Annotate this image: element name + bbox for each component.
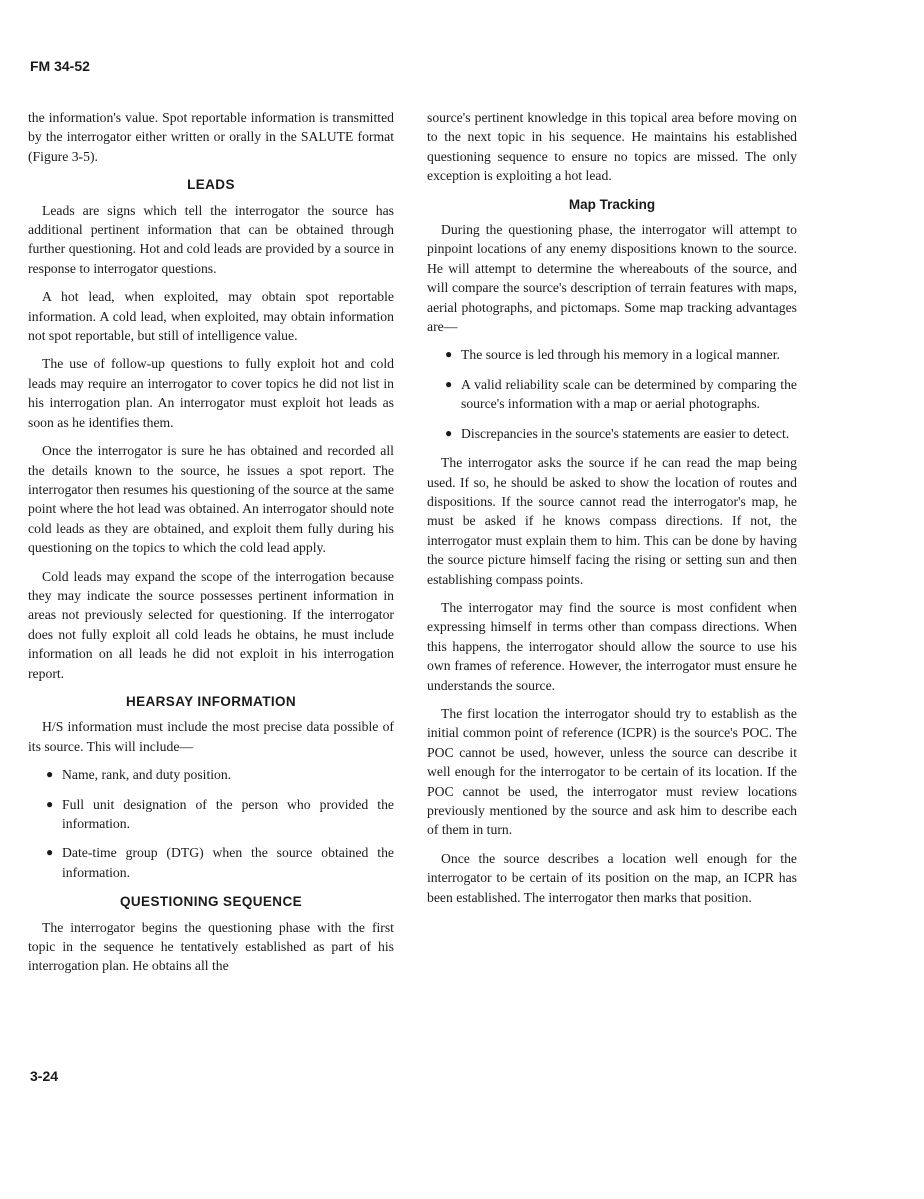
page-number: 3-24 (30, 1068, 59, 1084)
hearsay-list (28, 765, 394, 882)
bullet-icon: ● (46, 845, 54, 860)
paragraph: Cold leads may expand the scope of the interrogation because they may indicate the source possesses pertinent information in areas not previously selected for questioning. If the interrogator does not fully exploit all cold leads he obtains, he must include information on all leads he did not exploit in his interrogation report. (28, 568, 394, 681)
bullet-icon: ● (46, 796, 54, 811)
list-item: ● The source is led through his memory in a logical manner. (427, 345, 797, 364)
paragraph: the information's value. Spot reportable information is transmitted by the interrogator either written or orally in the SALUTE format (Figure 3-5). (28, 110, 394, 164)
bullet-icon: ● (445, 425, 453, 440)
bullet-icon: ● (445, 376, 453, 391)
leads-heading: LEADS (187, 177, 235, 193)
paragraph: The interrogator begins the questioning phase with the first topic in the sequence he tentatively established as part of his interrogation plan. He obtains all the (28, 919, 394, 974)
paragraph: A hot lead, when exploited, may obtain spot reportable information. A cold lead, when exploited, may obtain information not spot reportable, but still of intelligence value. (28, 289, 394, 344)
bullet-icon: ● (46, 767, 54, 782)
right-column (427, 108, 797, 916)
paragraph: The interrogator asks the source if he can read the map being used. If so, he should be asked to show the location of routes and dispositions. If the source cannot read the interrogator's map, he must be asked if he knows compass directions. If not, the interrogator must explain them to him. This can be done by having the source picture himself facing the rising or setting sun and then establishing compass points. (427, 455, 797, 587)
paragraph: The first location the interrogator should try to establish as the initial common point of reference (ICPR) is the source's POC. The POC cannot be used, however, unless the source can describe it well enough for the interrogator to be certain of its location. If the POC cannot be used, the interrogator must review locations previously mentioned by the source and ask him to describe each of them in turn. (427, 705, 797, 838)
paragraph: During the questioning phase, the interrogator will attempt to pinpoint locations of any enemy dispositions known to the source. He will attempt to determine the whereabouts of the source, and will compare the source's description of terrain features with maps, aerial photographs, and pictomaps. Some map tracking advantages are— (427, 222, 797, 335)
paragraph: Once the interrogator is sure he has obtained and recorded all the details known to the source, he issues a spot report. The interrogator then resumes his questioning of the source at the same point where the hot lead was obtained. An interrogator should note cold leads as they are obtained, and exploit them fully during his questioning on the topics to which the cold lead apply. (28, 443, 394, 556)
list-item: ● Date-time group (DTG) when the source obtained the information. (46, 845, 394, 880)
paragraph: Once the source describes a location well enough for the interrogator to be certain of its position on the map, an ICPR has been established. The interrogator then marks that position. (427, 850, 797, 905)
list-item: ● Name, rank, and duty position. (28, 765, 394, 784)
hearsay-heading: HEARSAY INFORMATION (125, 693, 297, 709)
map-tracking-list (427, 345, 797, 443)
document-header: FM 34-52 (30, 58, 90, 74)
bullet-icon: ● (445, 347, 453, 362)
paragraph: Leads are signs which tell the interrogator the source has additional pertinent information that can be obtained through further questioning. Hot and cold leads are provided by a source in response to interrogator questions. (28, 202, 394, 276)
paragraph: The use of follow-up questions to fully exploit hot and cold leads may require an interrogator to cover topics he did not list in his interrogation plan. An interrogator must exploit hot leads as soon as he identifies them. (28, 356, 394, 430)
paragraph: source's pertinent knowledge in this topical area before moving on to the next topic in his sequence. He maintains his established questioning sequence to ensure no topics are missed. The only exception is exploiting a hot lead. (427, 110, 797, 184)
paragraph: H/S information must include the most precise data possible of its source. This will include— (28, 719, 394, 754)
list-item: ● A valid reliability scale can be determined by comparing the source's information with a map or aerial photographs. (445, 376, 797, 412)
paragraph: The interrogator may find the source is most confident when expressing himself in terms other than compass directions. When this happens, the interrogator should allow the source to use his own frames of reference. However, the interrogator must ensure he understands the source. (427, 599, 797, 693)
list-item: ● Full unit designation of the person who provided the information. (46, 796, 394, 831)
list-item: ● Discrepancies in the source's statements are easier to detect. (427, 424, 797, 443)
left-column (28, 108, 394, 985)
map-tracking-heading: Map Tracking (568, 196, 656, 212)
questioning-sequence-heading: QUESTIONING SEQUENCE (119, 894, 303, 910)
